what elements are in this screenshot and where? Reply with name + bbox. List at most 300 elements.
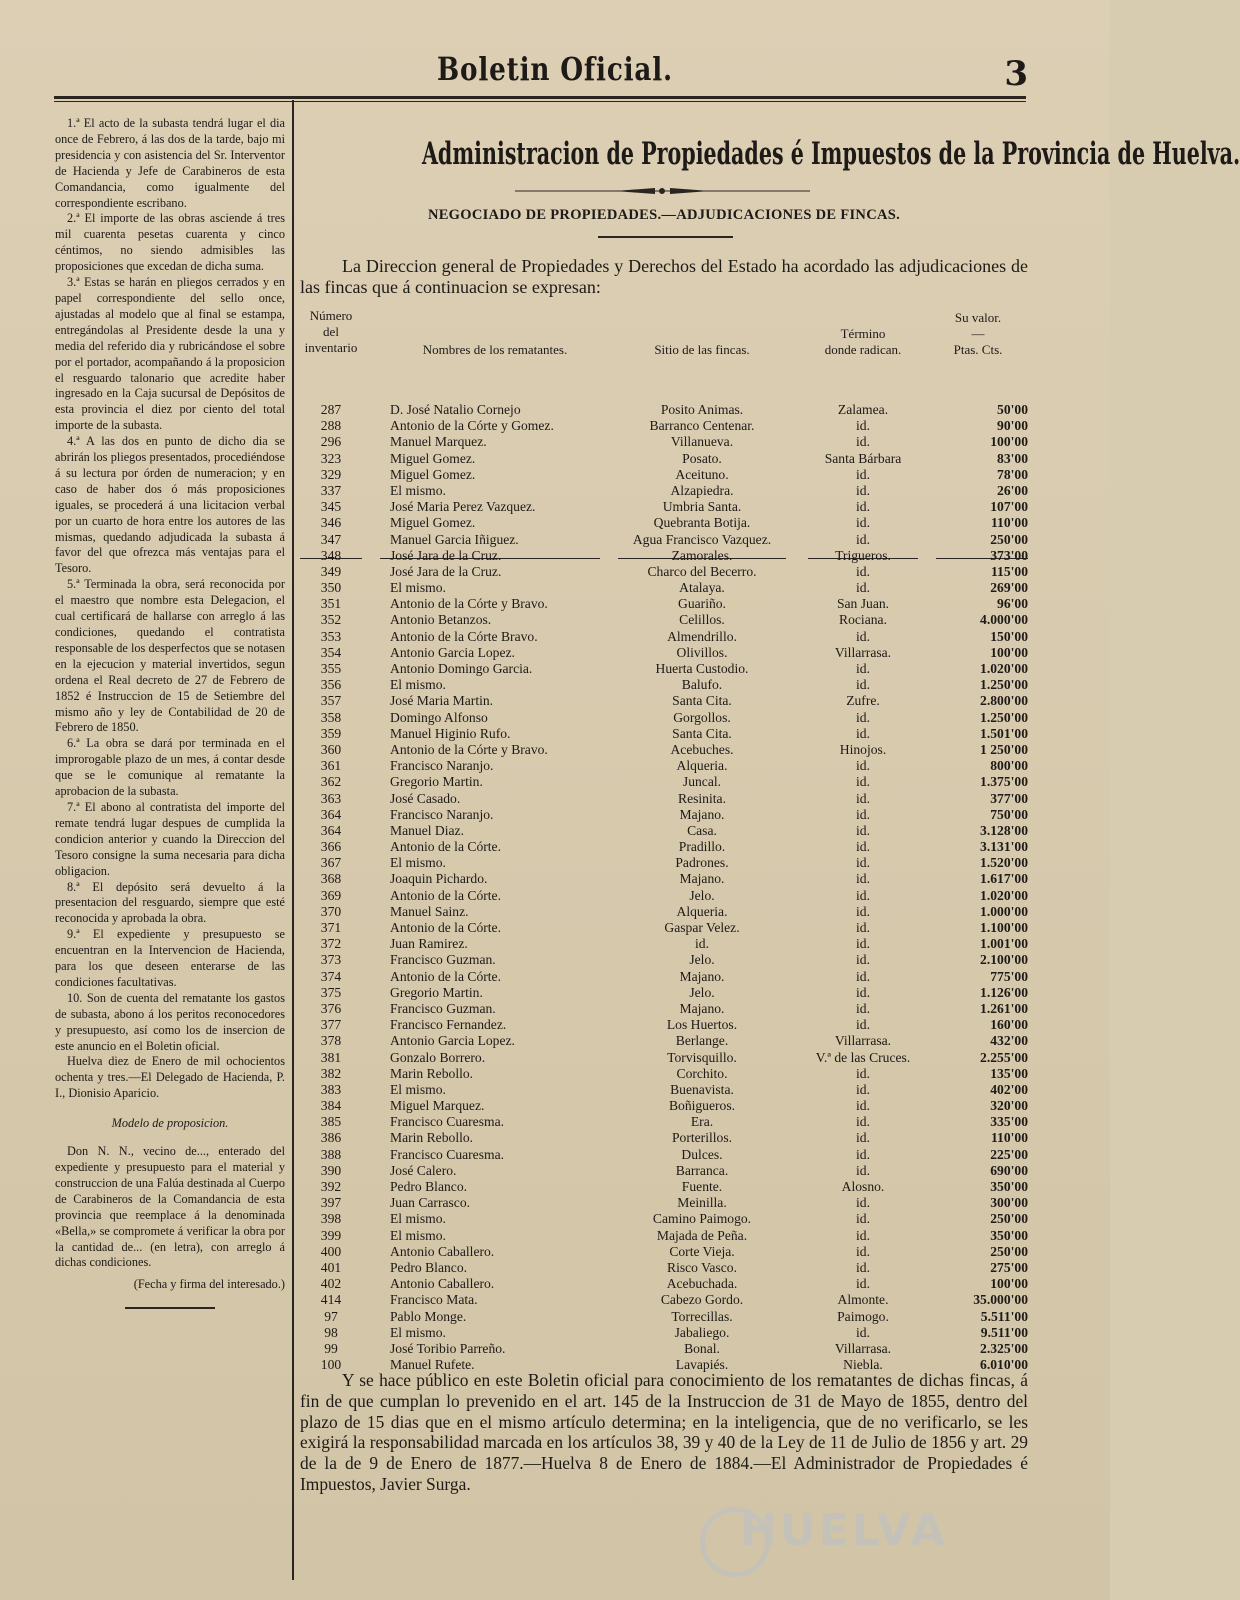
finca-value: 83'00 (997, 450, 1028, 466)
header-site: Sitio de las fincas. (654, 342, 750, 357)
seal-icon (700, 1507, 770, 1577)
termino: id. (856, 1162, 870, 1178)
finca-site: Boñigueros. (668, 1098, 736, 1114)
inventory-number: 383 (320, 1081, 342, 1097)
termino: Alosno. (841, 1179, 885, 1194)
rematante-name: José Jara de la Cruz. (390, 563, 502, 579)
table-row (300, 661, 1028, 677)
finca-site: Camino Paimogo. (652, 1211, 752, 1227)
inventory-number: 363 (320, 790, 342, 806)
table-row (300, 1195, 1028, 1211)
rematante-name: Miguel Marquez. (390, 1098, 485, 1114)
inventory-number: 364 (320, 806, 342, 822)
finca-site: Santa Cita. (672, 693, 732, 709)
finca-site: Celillos. (679, 612, 725, 628)
finca-value: 1.261'00 (980, 1000, 1028, 1016)
finca-value: 1.020'00 (980, 887, 1028, 903)
finca-value: 4.000'00 (980, 612, 1028, 628)
table-header (300, 308, 1028, 398)
header-number: Número del inventario (304, 308, 358, 355)
table-row (300, 936, 1028, 952)
termino: id. (856, 1017, 870, 1033)
finca-value: 775'00 (990, 968, 1028, 984)
termino: id. (856, 903, 870, 919)
inventory-number: 361 (320, 758, 342, 774)
finca-site: Dulces. (681, 1146, 723, 1162)
condition-5: 5.ª Terminada la obra, será reconocida por el maestro que nombre esta Delegacion, el cual certificará de hallarse con arreglo á las condiciones, quedando el contratista responsable de los desperfectos que se notasen en la ejecucion y material invertidos, segun ordena el Real decreto de 27 de Febrero de 1852 é Instruccion de 15 de Setiembre del mismo año y ley de Contabilidad de 20 de Febrero de 1850. (55, 577, 285, 735)
finca-site: Olivillos. (676, 644, 728, 660)
inventory-number: 346 (320, 515, 342, 531)
table-row (300, 418, 1028, 434)
rematante-name: El mismo. (390, 580, 446, 596)
modelo-title: Modelo de proposicion. (111, 1116, 229, 1131)
rematante-name: Antonio Garcia Lopez. (390, 1033, 515, 1049)
termino: San Juan. (836, 596, 890, 612)
finca-site: Casa. (687, 822, 717, 838)
table-row (300, 807, 1028, 823)
finca-value: 250'00 (990, 1243, 1028, 1259)
finca-site: Balufo. (681, 677, 723, 693)
finca-site: Villanueva. (670, 434, 734, 450)
finca-site: Jelo. (689, 887, 715, 903)
inventory-number: 371 (320, 920, 342, 935)
table-row (300, 823, 1028, 839)
finca-value: 320'00 (990, 1098, 1028, 1114)
inventory-number: 329 (320, 466, 342, 482)
finca-value: 3.131'00 (980, 839, 1028, 855)
subtitle-rule (598, 236, 733, 238)
finca-value: 1.520'00 (980, 855, 1028, 871)
finca-value: 1.100'00 (980, 920, 1028, 935)
rematante-name: Antonio de la Córte y Bravo. (390, 596, 548, 612)
finca-site: Guariño. (678, 596, 726, 612)
finca-value: 432'00 (990, 1033, 1028, 1049)
finca-site: Alqueria. (676, 903, 728, 919)
finca-site: Alzapiedra. (670, 482, 734, 498)
finca-site: Posito Animas. (660, 402, 744, 417)
finca-value: 1.250'00 (980, 709, 1028, 725)
inventory-number: 359 (320, 725, 342, 741)
delegate-signature-paragraph: Huelva diez de Enero de mil ochocientos ochenta y tres.—El Delegado de Hacienda, P. I., Dionisio Aparicio. (55, 1054, 285, 1101)
termino: Zufre. (846, 693, 880, 709)
finca-value: 373'00 (990, 547, 1028, 563)
rematante-name: El mismo. (390, 1081, 446, 1097)
inventory-number: 354 (320, 644, 342, 660)
rematante-name: José Toribio Parreño. (390, 1340, 506, 1356)
finca-site: Barranco Centenar. (649, 418, 755, 434)
termino: id. (856, 515, 870, 531)
finca-value: 78'00 (997, 466, 1028, 482)
inventory-number: 351 (320, 596, 342, 612)
table-row (300, 548, 1028, 564)
table-row (300, 1130, 1028, 1146)
termino: id. (856, 887, 870, 903)
finca-value: 350'00 (990, 1227, 1028, 1243)
rematante-name: Antonio de la Córte. (390, 920, 501, 935)
inventory-number: 337 (320, 482, 342, 498)
finca-value: 110'00 (990, 1130, 1028, 1146)
section-title: Administracion de Propiedades é Impuestos de la Provincia de Huelva. (421, 136, 1240, 172)
termino: id. (856, 774, 870, 790)
table-row (300, 612, 1028, 628)
rematante-name: Antonio de la Córte. (390, 968, 501, 984)
inventory-number: 402 (320, 1276, 342, 1292)
inventory-number: 376 (320, 1000, 342, 1016)
finca-site: Juncal. (682, 774, 722, 790)
termino: id. (856, 806, 870, 822)
finca-value: 377'00 (990, 790, 1028, 806)
header-term: Término donde radican. (824, 326, 902, 357)
right-column (300, 130, 1240, 1494)
rematante-name: Marin Rebollo. (390, 1065, 474, 1081)
finca-value: 96'00 (997, 596, 1028, 612)
finca-value: 2.325'00 (980, 1340, 1028, 1356)
termino: id. (856, 418, 870, 434)
inventory-number: 296 (320, 434, 342, 450)
table-row (300, 1050, 1028, 1066)
table-row (300, 1292, 1028, 1308)
finca-value: 1.000'00 (980, 903, 1028, 919)
table-row (300, 1228, 1028, 1244)
table-row (300, 791, 1028, 807)
finca-value: 35.000'00 (973, 1292, 1028, 1308)
column-divider (292, 100, 294, 1580)
table-row (300, 645, 1028, 661)
finca-site: Jelo. (689, 984, 715, 1000)
termino: id. (856, 1065, 870, 1081)
rematante-name: Gregorio Martin. (390, 984, 483, 1000)
condition-9: 9.ª El expediente y presupuesto se encuentran en la Intervencion de Hacienda, para los que deseen enterarse de las condiciones facultativas. (55, 927, 285, 989)
finca-site: Santa Cita. (672, 725, 732, 741)
rematante-name: José Maria Perez Vazquez. (390, 499, 536, 515)
termino: id. (856, 531, 870, 547)
inventory-number: 384 (320, 1098, 342, 1114)
termino: Zalamea. (837, 402, 889, 417)
inventory-number: 99 (324, 1340, 338, 1356)
rematante-name: El mismo. (390, 1227, 446, 1243)
finca-site: Porterillos. (671, 1130, 733, 1146)
finca-value: 110'00 (990, 515, 1028, 531)
inventory-number: 98 (324, 1324, 338, 1340)
finca-value: 5.511'00 (980, 1308, 1028, 1324)
finca-site: Fuente. (681, 1179, 723, 1194)
table-row (300, 483, 1028, 499)
rematante-name: Pedro Blanco. (390, 1179, 468, 1194)
inventory-number: 287 (320, 402, 342, 417)
watermark-text: HUELVA (740, 1505, 948, 1556)
table-row (300, 499, 1028, 515)
finca-value: 135'00 (990, 1065, 1028, 1081)
table-row (300, 532, 1028, 548)
finca-value: 2.800'00 (980, 693, 1028, 709)
rematante-name: Antonio Caballero. (390, 1276, 495, 1292)
termino: id. (856, 677, 870, 693)
table-row (300, 434, 1028, 450)
finca-value: 100'00 (990, 1276, 1028, 1292)
finca-value: 300'00 (990, 1195, 1028, 1211)
termino: id. (856, 1195, 870, 1211)
termino: id. (856, 1098, 870, 1114)
finca-site: Charco del Becerro. (647, 563, 757, 579)
table-row (300, 1098, 1028, 1114)
finca-site: Cabezo Gordo. (660, 1292, 744, 1308)
termino: Niebla. (843, 1357, 883, 1373)
rematante-name: Manuel Rufete. (390, 1357, 475, 1373)
inventory-number: 362 (320, 774, 342, 790)
termino: id. (856, 628, 870, 644)
table-row (300, 1211, 1028, 1227)
inventory-number: 350 (320, 580, 342, 596)
termino: Rociana. (839, 612, 887, 628)
termino: id. (856, 661, 870, 676)
finca-value: 50'00 (997, 402, 1028, 417)
finca-site: Lavapiés. (675, 1357, 729, 1373)
inventory-number: 357 (320, 693, 342, 709)
termino: Trigueros. (835, 547, 891, 563)
finca-value: 250'00 (990, 531, 1028, 547)
rematante-name: Antonio de la Córte Bravo. (390, 628, 538, 644)
finca-value: 350'00 (990, 1179, 1028, 1194)
termino: id. (856, 790, 870, 806)
finca-site: Bonal. (684, 1340, 720, 1356)
rematante-name: El mismo. (390, 1211, 446, 1227)
condition-3: 3.ª Estas se harán en pliegos cerrados y en papel correspondiente del sello once, ajustadas al modelo que al final se estampa, entregándolas al Presidente desde la una y media del referido dia y rubricándose el sobre por el portador, acompañando á la proposicion el resguardo talonario que acredite haber ingresado en la Caja sucursal de Depósitos de esta provincia el diez por ciento del total importe de la subasta. (55, 275, 285, 433)
inventory-number: 386 (320, 1130, 342, 1146)
table-row (300, 1341, 1028, 1357)
rematante-name: Manuel Marquez. (390, 434, 487, 450)
finca-site: Zamorales. (671, 547, 733, 563)
condition-1: 1.ª El acto de la subasta tendrá lugar el dia once de Febrero, á las dos de la tarde, bajo mi presidencia y con asistencia del Sr. Interventor de Hacienda y Jefe de Carabineros de esta Comandancia, como igualmente del correspondiente escribano. (55, 116, 285, 210)
finca-value: 1.375'00 (980, 774, 1028, 790)
rematante-name: Francisco Guzman. (390, 952, 496, 968)
finca-value: 402'00 (990, 1081, 1028, 1097)
termino: id. (856, 1276, 870, 1292)
termino: id. (856, 1130, 870, 1146)
rematante-name: Pedro Blanco. (390, 1259, 468, 1275)
inventory-number: 377 (320, 1017, 342, 1033)
finca-value: 1.250'00 (980, 677, 1028, 693)
inventory-number: 414 (320, 1292, 342, 1308)
rematante-name: D. José Natalio Cornejo (390, 402, 521, 417)
termino: V.ª de las Cruces. (815, 1049, 911, 1065)
rematante-name: Antonio Betanzos. (390, 612, 492, 628)
rematante-name: José Calero. (390, 1162, 457, 1178)
table-row (300, 1309, 1028, 1325)
left-column (55, 116, 285, 1309)
finca-site: Buenavista. (670, 1081, 734, 1097)
table-row (300, 1033, 1028, 1049)
inventory-number: 97 (324, 1308, 338, 1324)
finca-site: Era. (690, 1114, 714, 1130)
rematante-name: Antonio Caballero. (390, 1243, 495, 1259)
termino: id. (856, 1324, 870, 1340)
termino: id. (856, 725, 870, 741)
table-row (300, 596, 1028, 612)
finca-value: 1.501'00 (980, 725, 1028, 741)
finca-site: id. (695, 936, 709, 952)
termino: Santa Bárbara (824, 450, 902, 466)
termino: id. (856, 936, 870, 952)
rematante-name: Miguel Gomez. (390, 515, 476, 531)
header-names: Nombres de los rematantes. (422, 342, 568, 357)
finca-site: Huerta Custodio. (655, 661, 749, 676)
inventory-number: 358 (320, 709, 342, 725)
finca-value: 3.128'00 (980, 822, 1028, 838)
inventory-number: 288 (320, 418, 342, 434)
table-row (300, 710, 1028, 726)
termino: Villarrasa. (834, 1340, 892, 1356)
finca-value: 9.511'00 (980, 1324, 1028, 1340)
condition-2: 2.ª El importe de las obras asciende á tres mil cuarenta pesetas cuarenta y cinco céntimos, no siendo admisibles las proposiciones que excedan de dicha suma. (55, 211, 285, 274)
inventory-number: 348 (320, 547, 342, 563)
termino: id. (856, 822, 870, 838)
finca-site: Majano. (679, 1000, 725, 1016)
finca-value: 100'00 (990, 434, 1028, 450)
header-rule (54, 96, 1026, 99)
table-row (300, 1017, 1028, 1033)
inventory-number: 378 (320, 1033, 342, 1049)
finca-site: Corte Vieja. (669, 1243, 735, 1259)
section-subtitle: NEGOCIADO DE PROPIEDADES.—ADJUDICACIONES DE FINCAS. (427, 207, 901, 223)
table-row (300, 871, 1028, 887)
inventory-number: 392 (320, 1179, 342, 1194)
finca-value: 160'00 (990, 1017, 1028, 1033)
termino: id. (856, 855, 870, 871)
finca-value: 107'00 (990, 499, 1028, 515)
rematante-name: José Jara de la Cruz. (390, 547, 502, 563)
condition-4: 4.ª A las dos en punto de dicho dia se abrirán los pliegos presentados, procediéndose á su lectura por órden de numeracion; y en caso de haber dos ó más proposiciones iguales, se procederá á una licitacion verbal por un cuarto de hora entre los autores de las mismas, quedando adjudicada la subasta á favor del que ofrezca más ventajas para el Tesoro. (55, 434, 285, 576)
finca-site: Risco Vasco. (667, 1259, 737, 1275)
finca-site: Berlange. (675, 1033, 729, 1049)
finca-value: 2.100'00 (980, 952, 1028, 968)
termino: id. (856, 1081, 870, 1097)
finca-site: Aceituno. (675, 466, 729, 482)
table-row (300, 855, 1028, 871)
table-row (300, 985, 1028, 1001)
watermark (740, 1505, 1000, 1575)
finca-site: Pradillo. (678, 839, 726, 855)
inventory-number: 381 (320, 1049, 342, 1065)
rematante-name: José Casado. (390, 790, 461, 806)
rematante-name: Manuel Higinio Rufo. (390, 725, 511, 741)
rematante-name: José Maria Martin. (390, 693, 494, 709)
inventory-number: 382 (320, 1065, 342, 1081)
table-row (300, 952, 1028, 968)
table-row (300, 580, 1028, 596)
termino: id. (856, 466, 870, 482)
finca-value: 115'00 (990, 563, 1028, 579)
header-rule-thin (54, 101, 1026, 102)
table-row (300, 564, 1028, 580)
rematante-name: Antonio de la Córte y Bravo. (390, 741, 548, 757)
condition-7: 7.ª El abono al contratista del importe del remate tendrá lugar despues de cumplida la condicion anterior y cuando la Direccion del Tesoro consigne la suma necesaria para dicha obligacion. (55, 799, 285, 878)
table-row (300, 1325, 1028, 1341)
rematante-name: Manuel Garcia Iñiguez. (390, 531, 519, 547)
end-rule (125, 1307, 215, 1309)
termino: id. (856, 920, 870, 935)
finca-value: 150'00 (990, 628, 1028, 644)
rematante-name: Gregorio Martin. (390, 774, 483, 790)
table-row (300, 904, 1028, 920)
condition-10: 10. Son de cuenta del rematante los gastos de subasta, abono á los peritos reconocedores y presupuesto, así como los de insercion de este anuncio en el Boletin oficial. (55, 990, 285, 1053)
inventory-number: 352 (320, 612, 342, 628)
termino: id. (856, 563, 870, 579)
finca-site: Corchito. (676, 1065, 728, 1081)
inventory-number: 369 (320, 887, 342, 903)
table-row (300, 1244, 1028, 1260)
table-row (300, 758, 1028, 774)
termino: Hinojos. (839, 741, 887, 757)
inventory-number: 374 (320, 968, 342, 984)
rematante-name: Francisco Guzman. (390, 1000, 496, 1016)
rematante-name: Manuel Diaz. (390, 822, 464, 838)
finca-site: Meinilla. (677, 1195, 727, 1211)
rematante-name: El mismo. (390, 482, 446, 498)
termino: id. (856, 709, 870, 725)
finca-site: Acebuchada. (666, 1276, 738, 1292)
termino: id. (856, 580, 870, 596)
finca-site: Gaspar Velez. (664, 920, 740, 935)
table-row (300, 888, 1028, 904)
finca-site: Jabaliego. (674, 1324, 730, 1340)
rematante-name: Francisco Cuaresma. (390, 1146, 505, 1162)
finca-value: 1.001'00 (980, 936, 1028, 952)
finca-site: Majada de Peña. (656, 1227, 748, 1243)
table-row (300, 693, 1028, 709)
inventory-number: 375 (320, 984, 342, 1000)
finca-value: 690'00 (990, 1162, 1028, 1178)
rematante-name: Miguel Gomez. (390, 450, 476, 466)
termino: Villarrasa. (834, 1033, 892, 1049)
inventory-number: 355 (320, 661, 342, 676)
ornament-rule-icon (515, 187, 810, 195)
finca-site: Majano. (679, 871, 725, 887)
finca-value: 1.617'00 (980, 871, 1028, 887)
inventory-number: 368 (320, 871, 342, 887)
finca-site: Barranca. (675, 1162, 729, 1178)
rematante-name: Antonio de la Córte y Gomez. (390, 418, 554, 434)
finca-value: 269'00 (990, 580, 1028, 596)
inventory-number: 398 (320, 1211, 342, 1227)
table-row (300, 969, 1028, 985)
finca-site: Alqueria. (676, 758, 728, 774)
finca-value: 2.255'00 (980, 1049, 1028, 1065)
inventory-number: 397 (320, 1195, 342, 1211)
termino: id. (856, 839, 870, 855)
intro-paragraph: La Direccion general de Propiedades y Derechos del Estado ha acordado las adjudicaciones de las fincas que á continuacion se expresan: (300, 256, 1028, 297)
finca-value: 1.020'00 (980, 661, 1028, 676)
rematante-name: Pablo Monge. (390, 1308, 467, 1324)
termino: id. (856, 434, 870, 450)
rematante-name: Antonio Garcia Lopez. (390, 644, 515, 660)
finca-value: 250'00 (990, 1211, 1028, 1227)
inventory-number: 349 (320, 563, 342, 579)
inventory-number: 367 (320, 855, 342, 871)
finca-site: Umbria Santa. (662, 499, 742, 515)
rematante-name: Gonzalo Borrero. (390, 1049, 486, 1065)
table-row (300, 1260, 1028, 1276)
table-row (300, 451, 1028, 467)
termino: id. (856, 984, 870, 1000)
finca-site: Gorgollos. (673, 709, 731, 725)
finca-site: Jelo. (689, 952, 715, 968)
inventory-number: 345 (320, 499, 342, 515)
inventory-number: 353 (320, 628, 342, 644)
inventory-number: 385 (320, 1114, 342, 1130)
table-row (300, 774, 1028, 790)
table-row (300, 467, 1028, 483)
finca-site: Quebranta Botija. (653, 515, 751, 531)
